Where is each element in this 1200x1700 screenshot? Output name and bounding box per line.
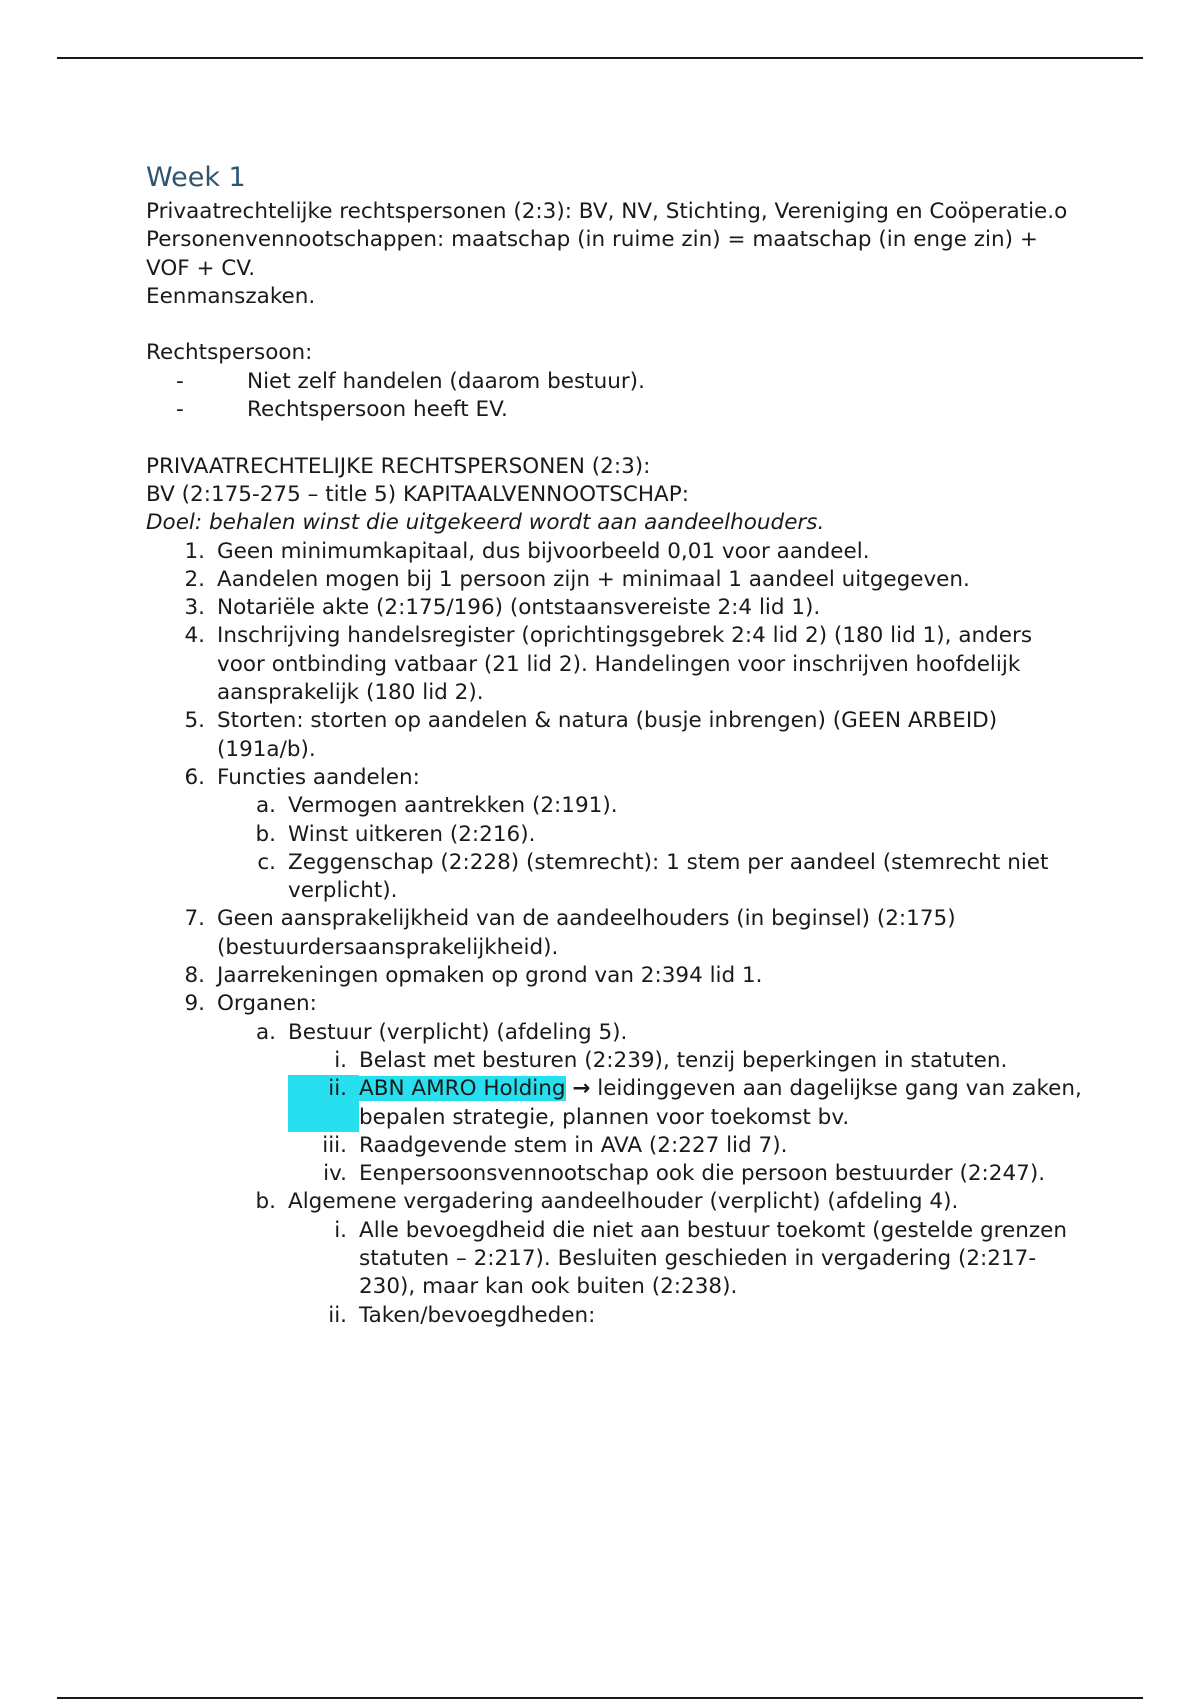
sub-sub-list-item xyxy=(288,1160,1086,1188)
list-item xyxy=(146,990,1086,1018)
intro-line-1: Privaatrechtelijke rechtspersonen (2:3): BV, NV, Stichting, Vereniging en Coöperatie.o xyxy=(146,199,1068,224)
list-item xyxy=(146,538,1086,566)
list-item-text: Jaarrekeningen opmaken op grond van 2:394 lid 1. xyxy=(217,963,763,989)
list-roman: i. xyxy=(334,1217,347,1243)
document-body xyxy=(146,160,1086,1330)
header-rule xyxy=(57,57,1143,59)
list-letter: b. xyxy=(255,821,276,847)
list-item xyxy=(146,594,1086,622)
list-letter: b. xyxy=(255,1189,276,1215)
list-item xyxy=(146,764,1086,792)
list-item-text xyxy=(359,1075,1086,1132)
list-number: 2. xyxy=(184,566,205,592)
sub-list-item xyxy=(217,792,1086,820)
list-letter: a. xyxy=(255,1019,276,1045)
list-item-text: Bestuur (verplicht) (afdeling 5). xyxy=(288,1019,628,1045)
list-item-text: Aandelen mogen bij 1 persoon zijn + minimaal 1 aandeel uitgegeven. xyxy=(217,566,970,592)
list-item-text: Organen: xyxy=(217,991,317,1017)
list-item-text: Storten: storten op aandelen & natura (busje inbrengen) (GEEN ARBEID) (191a/b). xyxy=(217,708,998,762)
list-letter: a. xyxy=(255,793,276,819)
list-roman: ii. xyxy=(288,1075,359,1132)
sub-sub-list-item xyxy=(288,1217,1086,1302)
section-heading: PRIVAATRECHTELIJKE RECHTSPERSONEN (2:3): xyxy=(146,453,651,479)
sub-sub-list-item xyxy=(288,1047,1086,1075)
intro-line-2: Personenvennootschappen: maatschap (in ruime zin) = maatschap (in enge zin) + VOF + CV. xyxy=(146,227,1038,281)
list-item-text: Niet zelf handelen (daarom bestuur). xyxy=(247,368,645,394)
list-item-text: Belast met besturen (2:239), tenzij beperkingen in statuten. xyxy=(359,1047,1008,1073)
list-item-rest-text: leidinggeven aan dagelijkse gang van zaken, bepalen strategie, plannen voor toekomst bv. xyxy=(359,1076,1082,1130)
list-item-text: Inschrijving handelsregister (oprichtingsgebrek 2:4 lid 2) (180 lid 1), anders voor ontbinding vatbaar (21 lid 2). Handelingen voor inschrijven hoofdelijk aansprakelijk (180 lid 2). xyxy=(217,623,1033,706)
list-number: 3. xyxy=(184,595,205,621)
list-item-text: Taken/bevoegdheden: xyxy=(359,1302,596,1328)
list-item xyxy=(146,905,1086,962)
list-item xyxy=(146,368,1086,396)
list-item xyxy=(146,962,1086,990)
section-goal: Doel: behalen winst die uitgekeerd wordt aan aandeelhouders. xyxy=(146,510,825,536)
list-roman: iii. xyxy=(322,1132,347,1158)
list-item-text: Alle bevoegdheid die niet aan bestuur toekomt (gestelde grenzen statuten – 2:217). Besluiten geschieden in vergadering (2:217-230), maar kan ook buiten (2:238). xyxy=(359,1217,1067,1300)
bullet-marker: - xyxy=(176,368,184,394)
list-item xyxy=(146,396,1086,424)
list-item-text: Notariële akte (2:175/196) (ontstaansvereiste 2:4 lid 1). xyxy=(217,595,821,621)
list-item-text: Geen minimumkapitaal, dus bijvoorbeeld 0,01 voor aandeel. xyxy=(217,538,870,564)
list-item-text: Geen aansprakelijkheid van de aandeelhouders (in beginsel) (2:175) (bestuurdersaansprakelijkheid). xyxy=(217,906,956,960)
page-title: Week 1 xyxy=(146,162,246,193)
list-item-text: Zeggenschap (2:228) (stemrecht): 1 stem per aandeel (stemrecht niet verplicht). xyxy=(288,849,1049,904)
list-item-text: Algemene vergadering aandeelhouder (verplicht) (afdeling 4). xyxy=(288,1189,959,1215)
list-number: 6. xyxy=(184,764,205,790)
list-item-text: Rechtspersoon heeft EV. xyxy=(247,397,508,423)
arrow-right-icon: → xyxy=(572,1076,591,1102)
highlighted-text: ABN AMRO Holding xyxy=(359,1076,566,1102)
sub-list-item xyxy=(217,1019,1086,1047)
list-number: 5. xyxy=(184,708,205,734)
list-item-text: Functies aandelen: xyxy=(217,764,420,790)
list-item-text: Vermogen aantrekken (2:191). xyxy=(288,793,618,819)
footer-rule xyxy=(57,1697,1143,1699)
list-letter: c. xyxy=(257,849,276,875)
list-item-text: Eenpersoonsvennootschap ook die persoon bestuurder (2:247). xyxy=(359,1161,1046,1187)
sub-sub-list-item xyxy=(288,1132,1086,1160)
rechtspersoon-heading: Rechtspersoon: xyxy=(146,340,313,366)
sub-list-item xyxy=(217,849,1086,906)
list-number: 8. xyxy=(184,963,205,989)
intro-line-3: Eenmanszaken. xyxy=(146,283,316,309)
sub-sub-list-item xyxy=(288,1302,1086,1330)
list-number: 7. xyxy=(184,906,205,932)
list-roman: ii. xyxy=(328,1302,347,1328)
list-item xyxy=(146,566,1086,594)
list-number: 4. xyxy=(184,623,205,649)
sub-sub-list-item xyxy=(288,1075,1086,1132)
list-item xyxy=(146,707,1086,764)
list-number: 9. xyxy=(184,991,205,1017)
list-item xyxy=(146,622,1086,707)
sub-list-item xyxy=(217,821,1086,849)
list-item-text: Raadgevende stem in AVA (2:227 lid 7). xyxy=(359,1132,788,1158)
list-item-text: Winst uitkeren (2:216). xyxy=(288,821,536,847)
list-number: 1. xyxy=(184,538,205,564)
list-roman: iv. xyxy=(323,1161,347,1187)
bullet-marker: - xyxy=(176,397,184,423)
section-subheading: BV (2:175-275 – title 5) KAPITAALVENNOOTSCHAP: xyxy=(146,481,689,507)
sub-list-item xyxy=(217,1188,1086,1216)
list-roman: i. xyxy=(334,1047,347,1073)
